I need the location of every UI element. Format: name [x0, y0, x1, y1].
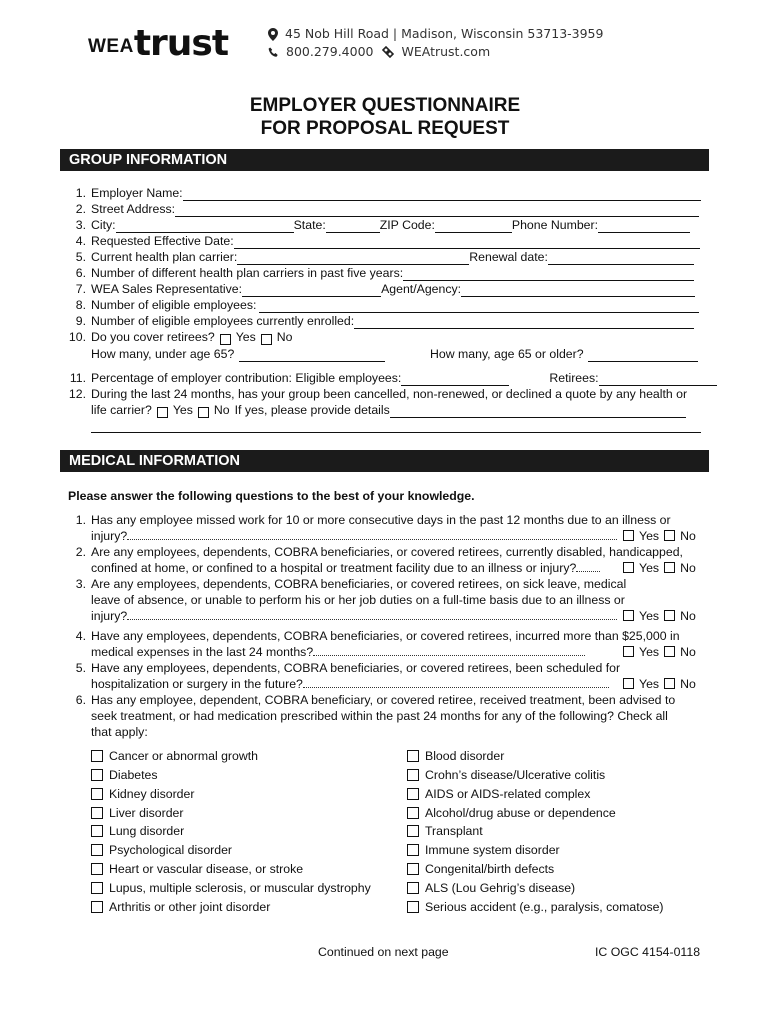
- city-field[interactable]: [116, 220, 294, 233]
- employee-contribution-field[interactable]: [401, 373, 509, 386]
- q2-yes-checkbox[interactable]: [623, 562, 634, 573]
- form-code: IC OGC 4154-0118: [595, 945, 701, 959]
- logo-main: trust: [133, 23, 229, 64]
- condition-cancer-checkbox[interactable]: [91, 750, 103, 762]
- medical-information-heading: MEDICAL INFORMATION: [60, 450, 709, 472]
- cancelled-yes-checkbox[interactable]: [157, 407, 168, 418]
- q1-no-checkbox[interactable]: [664, 530, 675, 541]
- enrolled-employees-field[interactable]: [354, 316, 694, 329]
- condition-serious-accident: Serious accident (e.g., paralysis, comatose): [407, 899, 664, 915]
- title-line-2: FOR PROPOSAL REQUEST: [260, 118, 510, 139]
- condition-cancer: Cancer or abnormal growth: [91, 748, 258, 764]
- retirees-under-65-field[interactable]: [239, 349, 385, 362]
- condition-kidney: Kidney disorder: [91, 786, 194, 802]
- sales-rep-field[interactable]: [242, 284, 381, 297]
- retirees-65-older-field[interactable]: [588, 349, 698, 362]
- condition-heart-checkbox[interactable]: [91, 863, 103, 875]
- condition-transplant-checkbox[interactable]: [407, 825, 419, 837]
- retiree-contribution-field[interactable]: [599, 373, 717, 386]
- condition-psychological-checkbox[interactable]: [91, 844, 103, 856]
- condition-liver-checkbox[interactable]: [91, 807, 103, 819]
- condition-blood: Blood disorder: [407, 748, 504, 764]
- condition-als-checkbox[interactable]: [407, 882, 419, 894]
- document-page: WEA trust 45 Nob Hill Road | Madison, Wisconsin 53713-3959 800.279.4000 WEAtrust.com EMPLOYER QUESTIONNAIRE FOR PROPOSAL REQUEST GROUP INFORMATION 1. Employer Name: 2. Street Address: 3. City: State: ZIP Code: Phone Number: 4. Requested Effective Date: 5. Current health plan carrier: Renewal date: 6. Number of different health plan carriers in past five years: 7. WEA Sales Representative: Agent/Agency: 8. Number of eligible employees: 9. Number of eligible employees currently enrolled: 10. Do you cover retirees? Yes No How many, under age 65? How many, age 65 or older? 11. Percentage of employer contribution: Eligible employees: Retirees: 12. During the last 24 months, has your group been cancelled, non-renewed, or declined a quote by any health or life carrier? Yes No If yes, please provide details MEDICAL INFORMATION Please answer the following questions to the best of your knowledge. 1. Has any employee missed work for 10 or more consecutive days in the past 12 months due to an illness or injury? Yes No 2. Are any employees, dependents, COBRA beneficiaries, or covered retirees, currently disabled, handicapped, confined at home, or confined to a hospital or treatment facility due to an illness or injury? Yes No 3. Are any employees, dependents, COBRA beneficiaries, or covered retirees, on sick leave, medical leave of absence, or unable to perform his or her job duties on a full-time basis due to an illness or injury? Yes No 4. Have any employees, dependents, COBRA beneficiaries, or covered retirees, incurred more than $25,000 in medical expenses in the last 24 months? Yes No 5. Have any employees, dependents, COBRA beneficiaries, or covered retirees, been scheduled for hospitalization or surgery in the future? Yes No 6. Has any employee, dependent, COBRA beneficiary, or covered retiree, received treatment, been advised to seek treatment, or had medication prescribed within the past 24 months for any of the following? Check all that apply: Cancer or abnormal growth Diabetes Kidney disorder Liver disorder Lung disorder Psychological disorder Heart or vascular disease, or stroke Lupus, multiple sclerosis, or muscular dystrophy Arthritis or other joint disorder Blood disorder Crohn’s disease/Ulcerative colitis AIDS or AIDS-related complex Alcohol/drug abuse or dependence Transplant Immune system disorder Congenital/birth defects ALS (Lou Gehrig’s disease) Serious accident (e.g., paralysis, comatose) Continued on next page IC OGC 4154-0118: [0, 0, 770, 1024]
- retirees-yes-checkbox[interactable]: [220, 334, 231, 345]
- condition-arthritis: Arthritis or other joint disorder: [91, 899, 270, 915]
- retirees-no-checkbox[interactable]: [261, 334, 272, 345]
- employer-name-field[interactable]: [183, 188, 701, 201]
- cancellation-details-field-2[interactable]: [91, 420, 701, 433]
- zip-code-field[interactable]: [435, 220, 512, 233]
- condition-diabetes-checkbox[interactable]: [91, 769, 103, 781]
- medical-intro: Please answer the following questions to the best of your knowledge.: [68, 489, 475, 503]
- condition-arthritis-checkbox[interactable]: [91, 901, 103, 913]
- state-field[interactable]: [326, 220, 380, 233]
- condition-heart: Heart or vascular disease, or stroke: [91, 861, 303, 877]
- eligible-employees-field[interactable]: [259, 300, 699, 313]
- page-title: [0, 94, 770, 140]
- condition-crohns-checkbox[interactable]: [407, 769, 419, 781]
- title-line-1: EMPLOYER QUESTIONNAIRE: [249, 95, 521, 116]
- location-pin-icon: [268, 28, 278, 41]
- condition-liver: Liver disorder: [91, 805, 184, 821]
- q3-yes-checkbox[interactable]: [623, 610, 634, 621]
- health-plan-carrier-field[interactable]: [237, 252, 469, 265]
- phone-text: 800.279.4000: [286, 44, 374, 59]
- condition-lupus-checkbox[interactable]: [91, 882, 103, 894]
- condition-kidney-checkbox[interactable]: [91, 788, 103, 800]
- web-icon: [382, 46, 394, 58]
- carriers-count-field[interactable]: [403, 268, 694, 281]
- phone-icon: [268, 47, 279, 58]
- condition-alcohol-drug: Alcohol/drug abuse or dependence: [407, 805, 616, 821]
- effective-date-field[interactable]: [234, 236, 700, 249]
- condition-blood-checkbox[interactable]: [407, 750, 419, 762]
- cancelled-no-checkbox[interactable]: [198, 407, 209, 418]
- phone-number-field[interactable]: [598, 220, 690, 233]
- renewal-date-field[interactable]: [548, 252, 694, 265]
- condition-immune-checkbox[interactable]: [407, 844, 419, 856]
- condition-alcohol-drug-checkbox[interactable]: [407, 807, 419, 819]
- condition-immune: Immune system disorder: [407, 842, 560, 858]
- condition-lung: Lung disorder: [91, 823, 184, 839]
- q5-no-checkbox[interactable]: [664, 678, 675, 689]
- q1-yes-checkbox[interactable]: [623, 530, 634, 541]
- condition-transplant: Transplant: [407, 823, 483, 839]
- condition-als: ALS (Lou Gehrig’s disease): [407, 880, 575, 896]
- agent-agency-field[interactable]: [461, 284, 695, 297]
- group-information-heading: GROUP INFORMATION: [60, 149, 709, 171]
- cancellation-details-field[interactable]: [390, 405, 686, 418]
- q2-no-checkbox[interactable]: [664, 562, 675, 573]
- condition-congenital: Congenital/birth defects: [407, 861, 554, 877]
- condition-crohns: Crohn’s disease/Ulcerative colitis: [407, 767, 605, 783]
- q4-no-checkbox[interactable]: [664, 646, 675, 657]
- condition-psychological: Psychological disorder: [91, 842, 232, 858]
- wea-trust-logo: [88, 24, 228, 62]
- logo-prefix: WEA: [88, 36, 134, 57]
- q5-yes-checkbox[interactable]: [623, 678, 634, 689]
- continued-note: Continued on next page: [318, 945, 449, 959]
- address-text: 45 Nob Hill Road | Madison, Wisconsin 53713-3959: [285, 26, 604, 41]
- q3-no-checkbox[interactable]: [664, 610, 675, 621]
- condition-lung-checkbox[interactable]: [91, 825, 103, 837]
- q4-yes-checkbox[interactable]: [623, 646, 634, 657]
- condition-diabetes: Diabetes: [91, 767, 158, 783]
- condition-serious-accident-checkbox[interactable]: [407, 901, 419, 913]
- condition-aids-checkbox[interactable]: [407, 788, 419, 800]
- website-text: WEAtrust.com: [401, 44, 491, 59]
- condition-lupus: Lupus, multiple sclerosis, or muscular dystrophy: [91, 880, 371, 896]
- condition-congenital-checkbox[interactable]: [407, 863, 419, 875]
- street-address-field[interactable]: [175, 204, 699, 217]
- condition-aids: AIDS or AIDS-related complex: [407, 786, 590, 802]
- contact-info: [268, 25, 603, 61]
